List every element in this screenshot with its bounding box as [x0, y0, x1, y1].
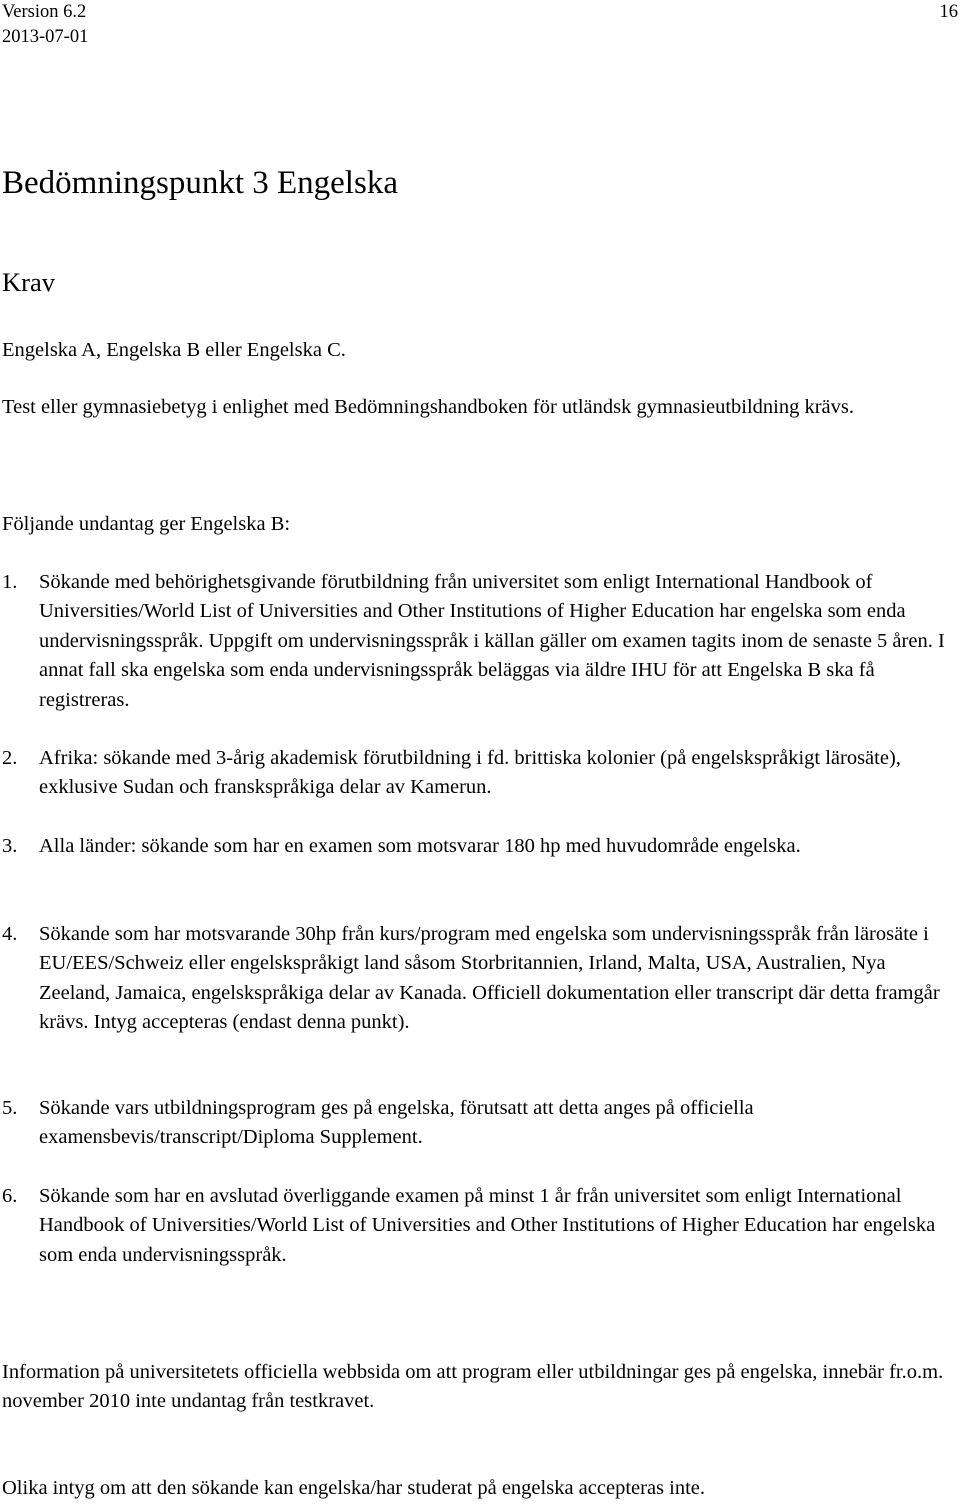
document-date: 2013-07-01	[2, 27, 89, 47]
requirement-paragraph: Engelska A, Engelska B eller Engelska C.	[2, 339, 346, 361]
section-title: Bedömningspunkt 3 Engelska	[2, 165, 398, 201]
list-item-text: Sökande vars utbildningsprogram ges på engelska, förutsatt att detta anges på officiella examensbevis/transcript/Diploma Supplement.	[39, 1097, 754, 1149]
list-item-number: 1.	[2, 571, 18, 593]
list-item-text: Sökande som har en avslutad överliggande examen på minst 1 år från universitet som enligt International Handbook of Universities/World List of Universities and Other Institutions of Higher Education har engelska som enda undervisningsspråk.	[39, 1185, 936, 1266]
list-item	[2, 1094, 954, 1153]
list-item-number: 5.	[2, 1097, 18, 1119]
document-version: Version 6.2	[2, 2, 87, 22]
subsection-title: Krav	[2, 267, 55, 297]
list-item	[2, 832, 954, 861]
list-item-text: Sökande med behörighetsgivande förutbildning från universitet som enligt International Handbook of Universities/World List of Universities and Other Institutions of Higher Education har engelska som enda undervisningsspråk. Uppgift om undervisningsspråk i källan gäller om examen tagits inom de senaste 5 åren. I annat fall ska engelska som enda undervisningsspråk beläggas via äldre IHU för att Engelska B ska få registreras.	[39, 571, 945, 711]
website-note: Information på universitetets officiella webbsida om att program eller utbildningar ges på engelska, innebär fr.o.m. november 2010 inte undantag från testkravet.	[2, 1361, 944, 1413]
exceptions-intro: Följande undantag ger Engelska B:	[2, 513, 291, 535]
list-item	[2, 744, 954, 803]
page-header	[0, 0, 960, 60]
test-requirement-paragraph: Test eller gymnasiebetyg i enlighet med Bedömningshandboken för utländsk gymnasieutbildning krävs.	[2, 396, 855, 418]
certificate-note: Olika intyg om att den sökande kan engelska/har studerat på engelska accepteras inte.	[2, 1477, 706, 1499]
list-item	[2, 1182, 954, 1270]
list-item-number: 6.	[2, 1185, 18, 1207]
list-item	[2, 920, 954, 1038]
list-item-number: 3.	[2, 835, 18, 857]
list-item-text: Sökande som har motsvarande 30hp från kurs/program med engelska som undervisningsspråk från lärosäte i EU/EES/Schweiz eller engelskspråkigt land såsom Storbritannien, Irland, Malta, USA, Australien, Nya Zeeland, Jamaica, engelskspråkiga delar av Kanada. Officiell dokumentation eller transcript där detta framgår krävs. Intyg accepteras (endast denna punkt).	[39, 923, 940, 1034]
page-number: 16	[939, 2, 958, 22]
list-item-text: Afrika: sökande med 3-årig akademisk förutbildning i fd. brittiska kolonier (på engelskspråkigt lärosäte), exklusive Sudan och franskspråkiga delar av Kamerun.	[39, 747, 901, 799]
list-item	[2, 568, 954, 715]
list-item-number: 2.	[2, 747, 18, 769]
list-item-number: 4.	[2, 923, 18, 945]
list-item-text: Alla länder: sökande som har en examen som motsvarar 180 hp med huvudområde engelska.	[39, 835, 801, 857]
